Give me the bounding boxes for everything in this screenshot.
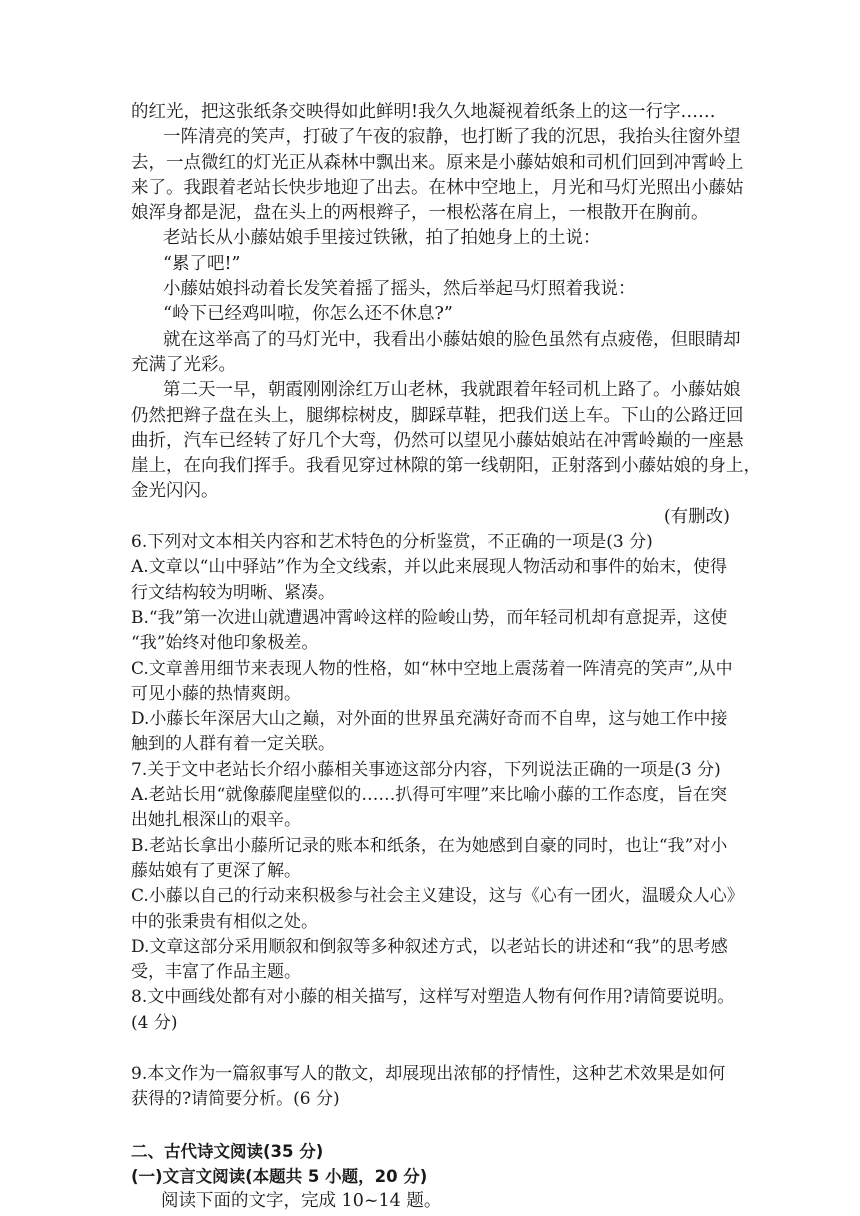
question-7-option-b: B.老站长拿出小藤所记录的账本和纸条，在为她感到自豪的同时，也让“我”对小 xyxy=(131,835,728,856)
passage-line: 曲折，汽车已经转了好几个大弯，仍然可以望见小藤姑娘站在冲霄岭巅的一座悬 xyxy=(131,430,744,451)
passage-line: 第二天一早，朝霞刚刚涂红万山老林，我就跟着年轻司机上路了。小藤姑娘 xyxy=(163,380,741,401)
question-7-option-d: D.文章这部分采用顺叙和倒叙等多种叙述方式，以老站长的讲述和“我”的思考感 xyxy=(131,936,728,957)
question-7-option-c: 中的张秉贵有相似之处。 xyxy=(131,911,318,932)
question-6-option-a: 行文结构较为明晰、紧凑。 xyxy=(131,582,335,603)
question-6-option-d: D.小藤长年深居大山之巅，对外面的世界虽充满好奇而不自卑，这与她工作中接 xyxy=(131,709,728,730)
question-8-score: (4 分) xyxy=(131,1012,178,1033)
answer-space xyxy=(131,1113,730,1139)
question-7-stem: 7.关于文中老站长介绍小藤相关事迹这部分内容，下列说法正确的一项是(3 分) xyxy=(131,759,721,780)
question-6-option-b: B.“我”第一次进山就遭遇冲霄岭这样的险峻山势，而年轻司机却有意捉弄，这使 xyxy=(131,607,728,628)
passage-line: 的红光，把这张纸条交映得如此鲜明!我久久地凝视着纸条上的这一行字…… xyxy=(131,102,716,122)
question-7-option-d: 受，丰富了作品主题。 xyxy=(131,962,301,983)
passage-line: 仍然把辫子盘在头上，腿绑棕树皮，脚踩草鞋，把我们送上车。下山的公路迂回 xyxy=(131,405,744,426)
passage-line: 一阵清亮的笑声，打破了午夜的寂静，也打断了我的沉思，我抬头往窗外望 xyxy=(163,127,741,148)
passage-line: 就在这举高了的马灯光中，我看出小藤姑娘的脸色虽然有点疲倦，但眼睛却 xyxy=(163,329,741,350)
question-8-stem: 8.文中画线处都有对小藤的相关描写，这样写对塑造人物有何作用?请简要说明。 xyxy=(131,987,735,1008)
question-6-stem: 6.下列对文本相关内容和艺术特色的分析鉴赏，不正确的一项是(3 分) xyxy=(131,532,653,553)
passage-line: 充满了光彩。 xyxy=(131,354,236,375)
section-heading: 二、古代诗文阅读(35 分) xyxy=(131,1141,324,1161)
passage-line: 崖上，在向我们挥手。我看见穿过林隙的第一线朝阳，正射落到小藤姑娘的身上， xyxy=(131,456,761,477)
passage-line: 老站长从小藤姑娘手里接过铁锹，拍了拍她身上的土说： xyxy=(163,228,601,249)
passage-line: 金光闪闪。 xyxy=(131,481,219,502)
page-content xyxy=(131,100,761,1214)
edit-note: (有删改) xyxy=(663,506,730,527)
question-7-option-b: 藤姑娘有了更深了解。 xyxy=(131,860,301,881)
subsection-heading: (一)文言文阅读(本题共 5 小题，20 分) xyxy=(131,1166,428,1186)
question-7-option-a: A.老站长用“就像藤爬崖壁似的……扒得可牢哩”来比喻小藤的工作态度，旨在突 xyxy=(131,785,728,806)
passage-dialogue: “累了吧!” xyxy=(163,253,241,274)
section-instruction: 阅读下面的文字，完成 10~14 题。 xyxy=(161,1191,442,1212)
passage-line: 小藤姑娘抖动着长发笑着摇了摇头，然后举起马灯照着我说： xyxy=(163,279,636,300)
question-6-option-c: 可见小藤的热情爽朗。 xyxy=(131,683,301,704)
question-6-option-d: 触到的人群有着一定关联。 xyxy=(131,734,335,755)
passage-line: 来了。我跟着老站长快步地迎了出去。在林中空地上，月光和马灯光照出小藤姑 xyxy=(131,177,744,198)
question-6-option-c: C.文章善用细节来表现人物的性格，如“林中空地上震荡着一阵清亮的笑声”,从中 xyxy=(131,658,733,679)
passage-dialogue: “岭下已经鸡叫啦，你怎么还不休息?” xyxy=(163,304,453,325)
question-9-stem: 9.本文作为一篇叙事写人的散文，却展现出浓郁的抒情性，这种艺术效果是如何 xyxy=(131,1063,726,1084)
passage-line: 去，一点微红的灯光正从森林中飘出来。原来是小藤姑娘和司机们回到冲霄岭上 xyxy=(131,152,744,173)
passage-line: 娘浑身都是泥，盘在头上的两根辫子，一根松落在肩上，一根散开在胸前。 xyxy=(131,203,709,224)
question-9-stem: 获得的?请简要分析。(6 分) xyxy=(131,1089,340,1110)
question-7-option-a: 出她扎根深山的艰辛。 xyxy=(131,810,301,831)
question-6-option-b: “我”始终对他印象极差。 xyxy=(131,633,319,654)
answer-space xyxy=(131,1036,730,1062)
question-7-option-c: C.小藤以自己的行动来积极参与社会主义建设，这与《心有一团火，温暖众人心》 xyxy=(131,886,744,907)
question-6-option-a: A.文章以“山中驿站”作为全文线索，并以此来展现人物活动和事件的始末，使得 xyxy=(131,557,728,578)
